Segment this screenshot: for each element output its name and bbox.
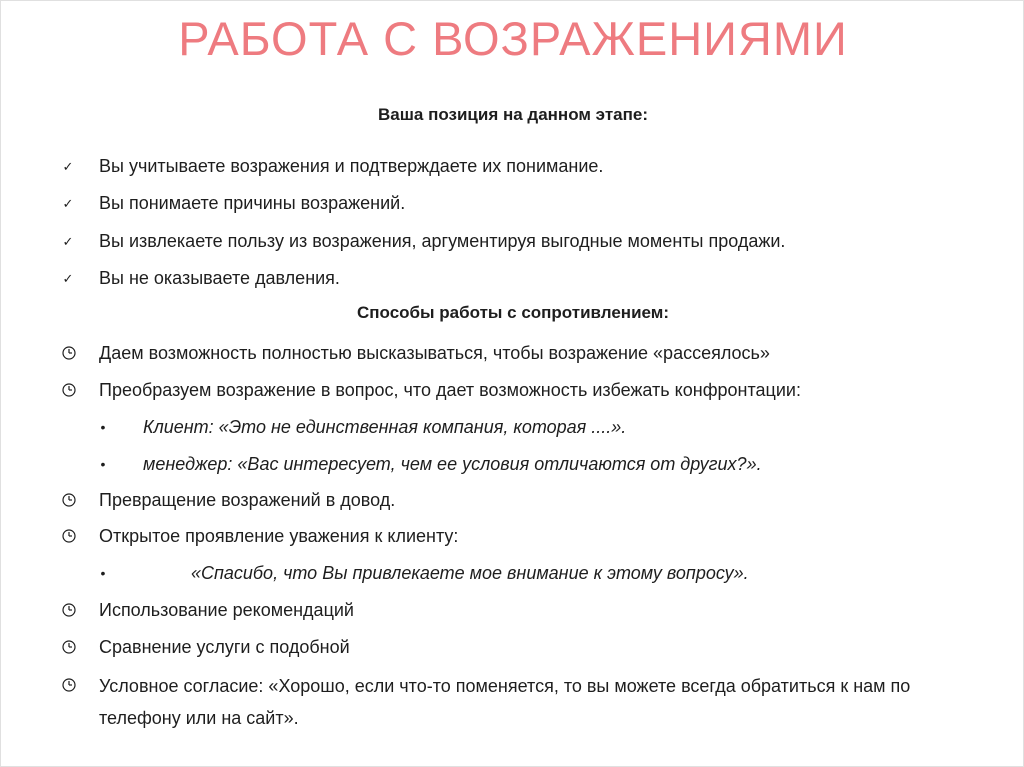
clock-icon <box>62 493 76 507</box>
list-item-text: Условное согласие: «Хорошо, если что-то поменяется, то вы можете всегда обратиться к нам по телефону или на сайт». <box>99 676 911 728</box>
list-item-text: Вы учитываете возражения и подтверждаете их понимание. <box>99 156 604 176</box>
check-icon: ✓ <box>62 159 74 174</box>
clock-icon <box>62 640 76 654</box>
list-item-text: Сравнение услуги с подобной <box>99 637 350 657</box>
list-item-text: менеджер: «Вас интересует, чем ее условия отличаются от других?». <box>143 454 762 474</box>
clock-icon <box>62 383 76 397</box>
list-item-text: «Спасибо, что Вы привлекаете мое внимание к этому вопросу». <box>191 563 749 583</box>
check-icon: ✓ <box>62 196 74 211</box>
list-item-text: Вы извлекаете пользу из возражения, аргументируя выгодные моменты продажи. <box>99 231 786 251</box>
section-heading-position: Ваша позиция на данном этапе: <box>378 105 648 124</box>
check-icon: ✓ <box>62 234 74 249</box>
clock-icon <box>62 529 76 543</box>
clock-icon <box>62 346 76 360</box>
check-icon: ✓ <box>62 271 74 286</box>
list-item-text: Вы не оказываете давления. <box>99 268 340 288</box>
list-item-text: Клиент: «Это не единственная компания, которая ....». <box>143 417 627 437</box>
bullet-icon: • <box>100 419 106 435</box>
clock-icon <box>62 678 76 692</box>
list-item-text: Превращение возражений в довод. <box>99 490 396 510</box>
list-item-text: Преобразуем возражение в вопрос, что дает возможность избежать конфронтации: <box>99 380 801 400</box>
section-heading-methods: Способы работы с сопротивлением: <box>356 303 669 322</box>
bullet-icon: • <box>100 456 106 472</box>
page-title: РАБОТА С ВОЗРАЖЕНИЯМИ <box>178 12 848 65</box>
list-item-text: Открытое проявление уважения к клиенту: <box>99 526 459 546</box>
bullet-icon: • <box>100 565 106 581</box>
list-item-text: Использование рекомендаций <box>99 600 354 620</box>
list-item-text: Даем возможность полностью высказываться, чтобы возражение «рассеялось» <box>99 343 770 363</box>
list-item-text: Вы понимаете причины возражений. <box>99 193 406 213</box>
clock-icon <box>62 603 76 617</box>
